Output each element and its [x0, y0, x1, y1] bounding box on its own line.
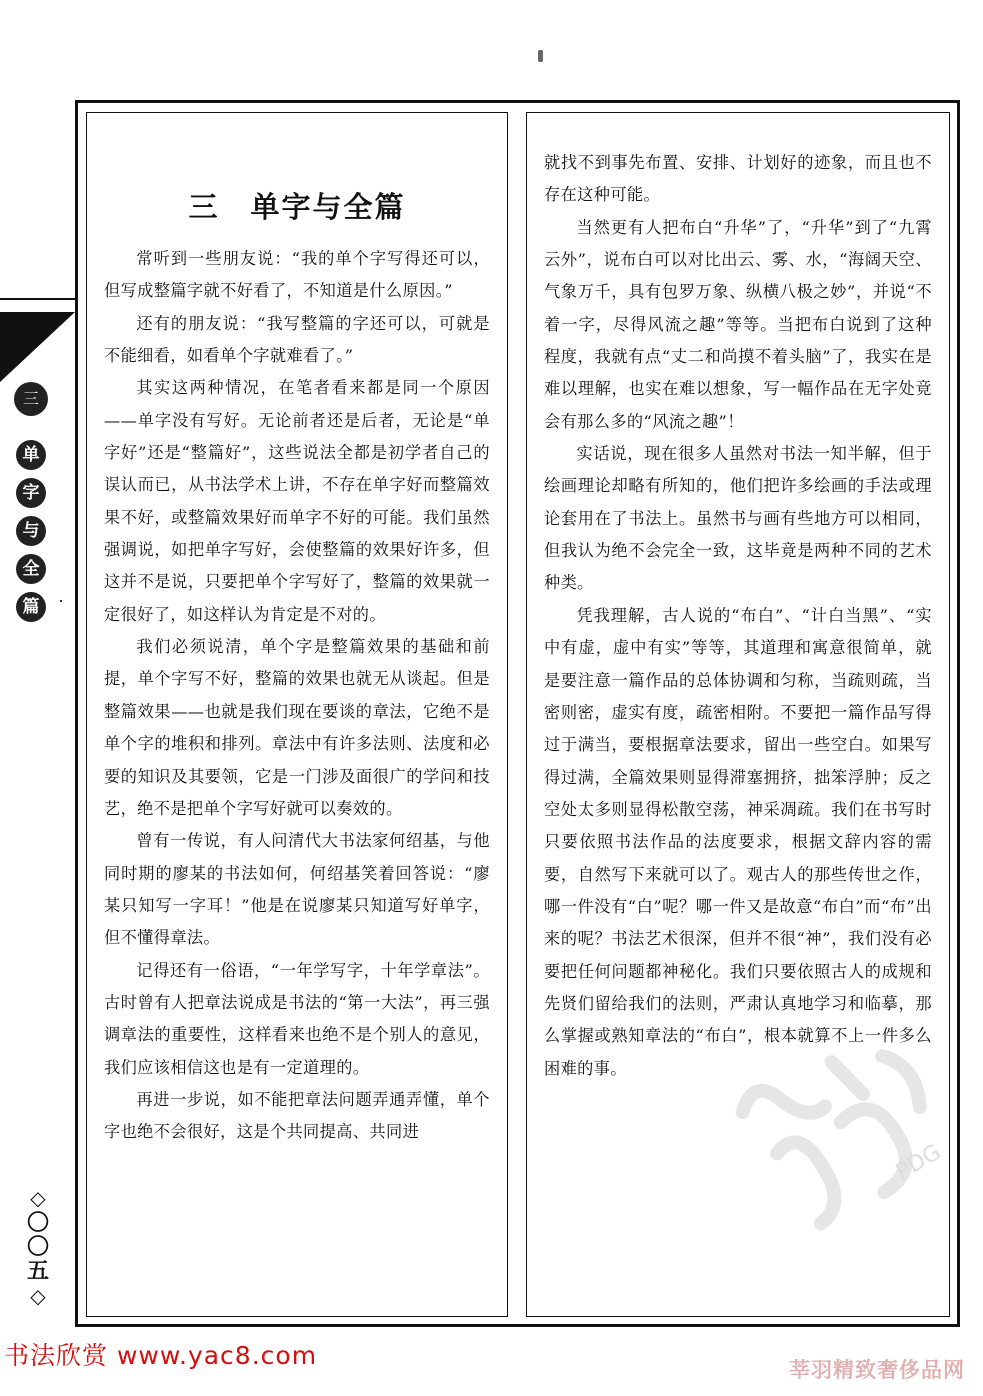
- page-number: [18, 1185, 58, 1309]
- tab-char: 与: [16, 516, 46, 546]
- tab-char: 篇: [16, 592, 46, 622]
- paragraph: 还有的朋友说：“我写整篇的字还可以，可就是不能细看，如看单个字就难看了。”: [104, 313, 490, 366]
- watermark-brand: 莘羽精致奢侈品网: [789, 1358, 965, 1382]
- paragraph: 当然更有人把布白“升华”了，“升华”到了“九霄云外”，说布白可以对比出云、雾、水，“海阔天空、气象万千，具有包罗万象、纵横八极之妙”，并说“不着一字，尽得风流之趣”等等。当把布白说到了这种程度，我就有点“丈二和尚摸不着头脑”了，我实在是难以理解，也实在难以想象，写一幅作品在无字处竟会有那么多的“风流之趣”！: [544, 217, 932, 431]
- page-digit: 〇: [26, 1210, 49, 1236]
- watermark-site: 书法欣赏 www.yac8.com: [4, 1341, 318, 1370]
- tab-char: 字: [16, 478, 46, 508]
- scan-speck: [538, 50, 543, 62]
- paragraph: 其实这两种情况，在笔者看来都是同一个原因——单字没有写好。无论前者还是后者，无论是“单字好”还是“整篇好”，这些说法全都是初学者自己的误认而已，从书法学术上讲，不存在单字好而整篇效果不好，或整篇效果好而单字不好的可能。我们虽然强调说，如把单字写好，会使整篇的效果好许多，但这并不是说，只要把单个字写好了，整篇的效果就一定很好了，如这样认为肯定是不对的。: [104, 378, 490, 624]
- paragraph: 凭我理解，古人说的“布白”、“计白当黑”、“实中有虚，虚中有实”等等，其道理和寓意很简单，就是要注意一篇作品的总体协调和匀称，当疏则疏，当密则密，虚实有度，疏密相附。不要把一篇作品写得过于满当，要根据章法要求，留出一些空白。如果写得过满，全篇效果则显得滞塞拥挤，拙笨浮肿；反之空处太多则显得松散空荡，神采凋疏。我们在书写时只要依照书法作品的法度要求，根据文辞内容的需要，自然写下来就可以了。观古人的那些传世之作，哪一件没有“白”呢？哪一件又是故意“布白”而“布”出来的呢？书法艺术很深，但并不很“神”，我们没有必要把任何问题都神秘化。我们只要依照古人的成规和先贤们留给我们的法则，严肃认真地学习和临摹，那么掌握或熟知章法的“布白”，根本就算不上一件多么困难的事。: [544, 605, 932, 1078]
- diamond-icon: ◇: [30, 1186, 46, 1210]
- paragraph: 再进一步说，如不能把章法问题弄通弄懂，单个字也绝不会很好，这是个共同提高、共同进: [104, 1089, 490, 1142]
- paragraph: 我们必须说清，单个字是整篇效果的基础和前提，单个字写不好，整篇的效果也就无从谈起。但是整篇效果——也就是我们现在要谈的章法，它绝不是单个字的堆积和排列。章法中有许多法则、法度和必要的知识及其要领，它是一门涉及面很广的学问和技艺，绝不是把单个字写好就可以奏效的。: [104, 637, 490, 818]
- paragraph: 实话说，现在很多人虽然对书法一知半解，但于绘画理论却略有所知的，他们把许多绘画的手法或理论套用在了书法上。虽然书与画有些地方可以相同，但我认为绝不会完全一致，这毕竟是两种不同的艺术种类。: [544, 444, 932, 593]
- tab-rule: [0, 298, 75, 300]
- page-digit: 五: [26, 1258, 49, 1284]
- chapter-number-badge: 三: [14, 382, 48, 416]
- scan-dot: [60, 600, 62, 602]
- paragraph-continued: 就找不到事先布置、安排、计划好的迹象，而且也不存在这种可能。: [544, 153, 932, 205]
- left-column-text: [104, 243, 490, 1149]
- right-column-text: [544, 147, 932, 1085]
- chapter-side-tab: [8, 382, 54, 630]
- diamond-icon: ◇: [30, 1284, 46, 1308]
- tab-char: 单: [16, 440, 46, 470]
- page-digit: 〇: [26, 1234, 49, 1260]
- paragraph: 曾有一传说，有人问清代大书法家何绍基，与他同时期的廖某的书法如何，何绍基笑着回答说：“廖某只知写一字耳！”他是在说廖某只知道写好单字，但不懂得章法。: [104, 831, 490, 948]
- tab-char: 全: [16, 554, 46, 584]
- paragraph: 记得还有一俗语，“一年学写字，十年学章法”。古时曾有人把章法说成是书法的“第一大法”，再三强调章法的重要性，这样看来也绝不是个别人的意见，我们应该相信这也是有一定道理的。: [104, 960, 490, 1077]
- tab-triangle: [0, 312, 75, 382]
- stamp-pdg: PDG: [891, 1139, 946, 1186]
- paragraph: 常听到一些朋友说：“我的单个字写得还可以，但写成整篇字就不好看了，不知道是什么原因。”: [104, 249, 490, 301]
- chapter-title: 三 单字与全篇: [188, 190, 406, 224]
